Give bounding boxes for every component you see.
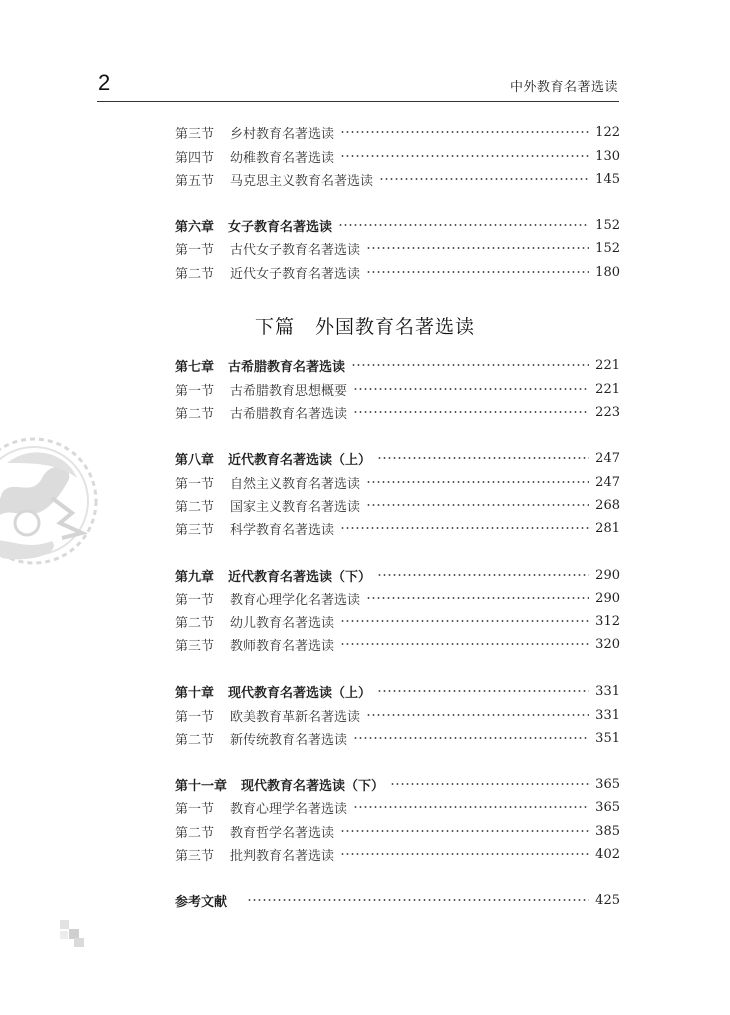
toc-page: 268 — [595, 497, 620, 513]
toc-title: 批判教育名著选读 — [230, 848, 335, 864]
running-head: 中外教育名著选读 — [509, 80, 618, 95]
toc-row[interactable] — [175, 238, 620, 258]
toc-page: 152 — [595, 240, 620, 256]
toc-label: 第二节 — [175, 825, 215, 841]
toc-title: 古代女子教育名著选读 — [230, 242, 361, 258]
toc-row[interactable] — [175, 821, 620, 841]
toc-label: 第七章 — [175, 359, 215, 375]
toc-row[interactable] — [175, 774, 620, 794]
toc-row[interactable] — [175, 890, 620, 910]
toc-title: 新传统教育名著选读 — [230, 732, 348, 748]
toc-leader — [340, 155, 589, 157]
toc-leader — [377, 690, 589, 692]
toc-page: 223 — [595, 404, 620, 420]
toc-title: 科学教育名著选读 — [230, 522, 335, 538]
toc-leader — [351, 364, 589, 366]
toc-leader — [340, 853, 589, 855]
toc-row[interactable] — [175, 215, 620, 235]
toc-row[interactable] — [175, 705, 620, 725]
toc-page: 130 — [595, 148, 620, 164]
toc-title: 近代教育名著选读（下） — [228, 569, 372, 585]
toc-leader — [390, 783, 589, 785]
toc-row[interactable] — [175, 379, 620, 399]
toc-leader — [353, 806, 589, 808]
toc-label: 第二节 — [175, 406, 215, 422]
toc-label: 第三节 — [175, 126, 215, 142]
toc-title: 幼稚教育名著选读 — [230, 150, 335, 166]
toc-row[interactable] — [175, 402, 620, 422]
toc-row[interactable] — [175, 797, 620, 817]
toc-title: 教育哲学名著选读 — [230, 825, 335, 841]
toc-label: 第十一章 — [175, 778, 228, 794]
toc-row[interactable] — [175, 262, 620, 282]
toc-row[interactable] — [175, 844, 620, 864]
toc-title: 现代教育名著选读（上） — [228, 685, 372, 701]
toc-leader — [377, 574, 589, 576]
toc-label: 第三节 — [175, 522, 215, 538]
toc-label: 第二节 — [175, 615, 215, 631]
toc-row[interactable] — [175, 565, 620, 585]
toc-page: 365 — [595, 776, 620, 792]
toc-leader — [353, 411, 589, 413]
toc-title: 近代教育名著选读（上） — [228, 452, 372, 468]
toc-label: 第一节 — [175, 242, 215, 258]
toc-leader — [340, 527, 589, 529]
toc-page: 385 — [595, 823, 620, 839]
toc-title: 自然主义教育名著选读 — [230, 476, 361, 492]
toc-leader — [340, 620, 589, 622]
toc-leader — [338, 224, 589, 226]
toc-label: 第二节 — [175, 732, 215, 748]
toc-title: 教育心理学化名著选读 — [230, 592, 361, 608]
toc-label: 第九章 — [175, 569, 215, 585]
toc-page: 425 — [595, 892, 620, 908]
toc-leader — [353, 388, 589, 390]
toc-label: 第五节 — [175, 173, 215, 189]
toc-label: 第八章 — [175, 452, 215, 468]
toc-title: 马克思主义教育名著选读 — [230, 173, 374, 189]
toc-leader — [353, 737, 589, 739]
toc-label: 第三节 — [175, 638, 215, 654]
toc-row[interactable] — [175, 518, 620, 538]
toc-row[interactable] — [175, 146, 620, 166]
toc-row[interactable] — [175, 169, 620, 189]
toc-leader — [366, 271, 589, 273]
toc-page: 180 — [595, 264, 620, 280]
decorative-ornament — [0, 423, 112, 587]
toc-title: 古希腊教育名著选读 — [228, 359, 346, 375]
toc-label: 第四节 — [175, 150, 215, 166]
toc-page: 331 — [595, 683, 620, 699]
toc-title: 教师教育名著选读 — [230, 638, 335, 654]
toc-leader — [247, 899, 589, 901]
toc-page: 312 — [595, 613, 620, 629]
toc-label: 参考文献 — [175, 894, 228, 910]
toc-row[interactable] — [175, 472, 620, 492]
toc-leader — [366, 714, 589, 716]
toc-label: 第一节 — [175, 592, 215, 608]
toc-title: 国家主义教育名著选读 — [230, 499, 361, 515]
toc-page: 351 — [595, 730, 620, 746]
toc-label: 第二节 — [175, 266, 215, 282]
toc-leader — [366, 597, 589, 599]
toc-page: 320 — [595, 636, 620, 652]
toc-row[interactable] — [175, 495, 620, 515]
toc-page: 290 — [595, 590, 620, 606]
toc-page: 290 — [595, 567, 620, 583]
toc-row[interactable] — [175, 611, 620, 631]
toc-leader — [366, 247, 589, 249]
toc-leader — [379, 178, 589, 180]
toc-row[interactable] — [175, 681, 620, 701]
toc-leader — [377, 457, 589, 459]
toc-label: 第十章 — [175, 685, 215, 701]
toc-page: 281 — [595, 520, 620, 536]
toc-row[interactable] — [175, 728, 620, 748]
toc-row[interactable] — [175, 448, 620, 468]
corner-mark — [60, 920, 88, 952]
toc-leader — [366, 504, 589, 506]
toc-label: 第一节 — [175, 476, 215, 492]
ornament-medallion-icon — [0, 423, 112, 583]
toc-title: 古希腊教育名著选读 — [230, 406, 348, 422]
toc-label: 第一节 — [175, 709, 215, 725]
toc-page: 247 — [595, 474, 620, 490]
toc-title: 幼儿教育名著选读 — [230, 615, 335, 631]
toc-page: 247 — [595, 450, 620, 466]
toc-leader — [340, 830, 589, 832]
toc-title: 现代教育名著选读（下） — [241, 778, 385, 794]
toc-leader — [340, 131, 589, 133]
toc-title: 女子教育名著选读 — [228, 219, 333, 235]
toc-page: 221 — [595, 381, 620, 397]
toc-row[interactable] — [175, 355, 620, 375]
toc-label: 第一节 — [175, 801, 215, 817]
toc-page: 152 — [595, 217, 620, 233]
toc-title: 教育心理学名著选读 — [230, 801, 348, 817]
toc-leader — [366, 481, 589, 483]
toc-label: 第二节 — [175, 499, 215, 515]
toc-page: 402 — [595, 846, 620, 862]
toc-row[interactable] — [175, 588, 620, 608]
toc-leader — [340, 643, 589, 645]
toc-page: 365 — [595, 799, 620, 815]
toc-title: 古希腊教育思想概要 — [230, 383, 348, 399]
toc-page: 145 — [595, 171, 620, 187]
toc-title: 欧美教育革新名著选读 — [230, 709, 361, 725]
toc-page: 122 — [595, 124, 620, 140]
toc-row[interactable] — [175, 122, 620, 142]
page-number: 2 — [98, 70, 111, 95]
toc-row[interactable] — [175, 634, 620, 654]
toc-label: 第三节 — [175, 848, 215, 864]
toc-page: 331 — [595, 707, 620, 723]
toc-title: 近代女子教育名著选读 — [230, 266, 361, 282]
header-rule — [97, 101, 619, 102]
toc-page: 221 — [595, 357, 620, 373]
toc-label: 第一节 — [175, 383, 215, 399]
corner-squares-icon — [60, 920, 88, 948]
toc-title: 乡村教育名著选读 — [230, 126, 335, 142]
part-title: 下篇 外国教育名著选读 — [254, 316, 475, 338]
toc-label: 第六章 — [175, 219, 215, 235]
